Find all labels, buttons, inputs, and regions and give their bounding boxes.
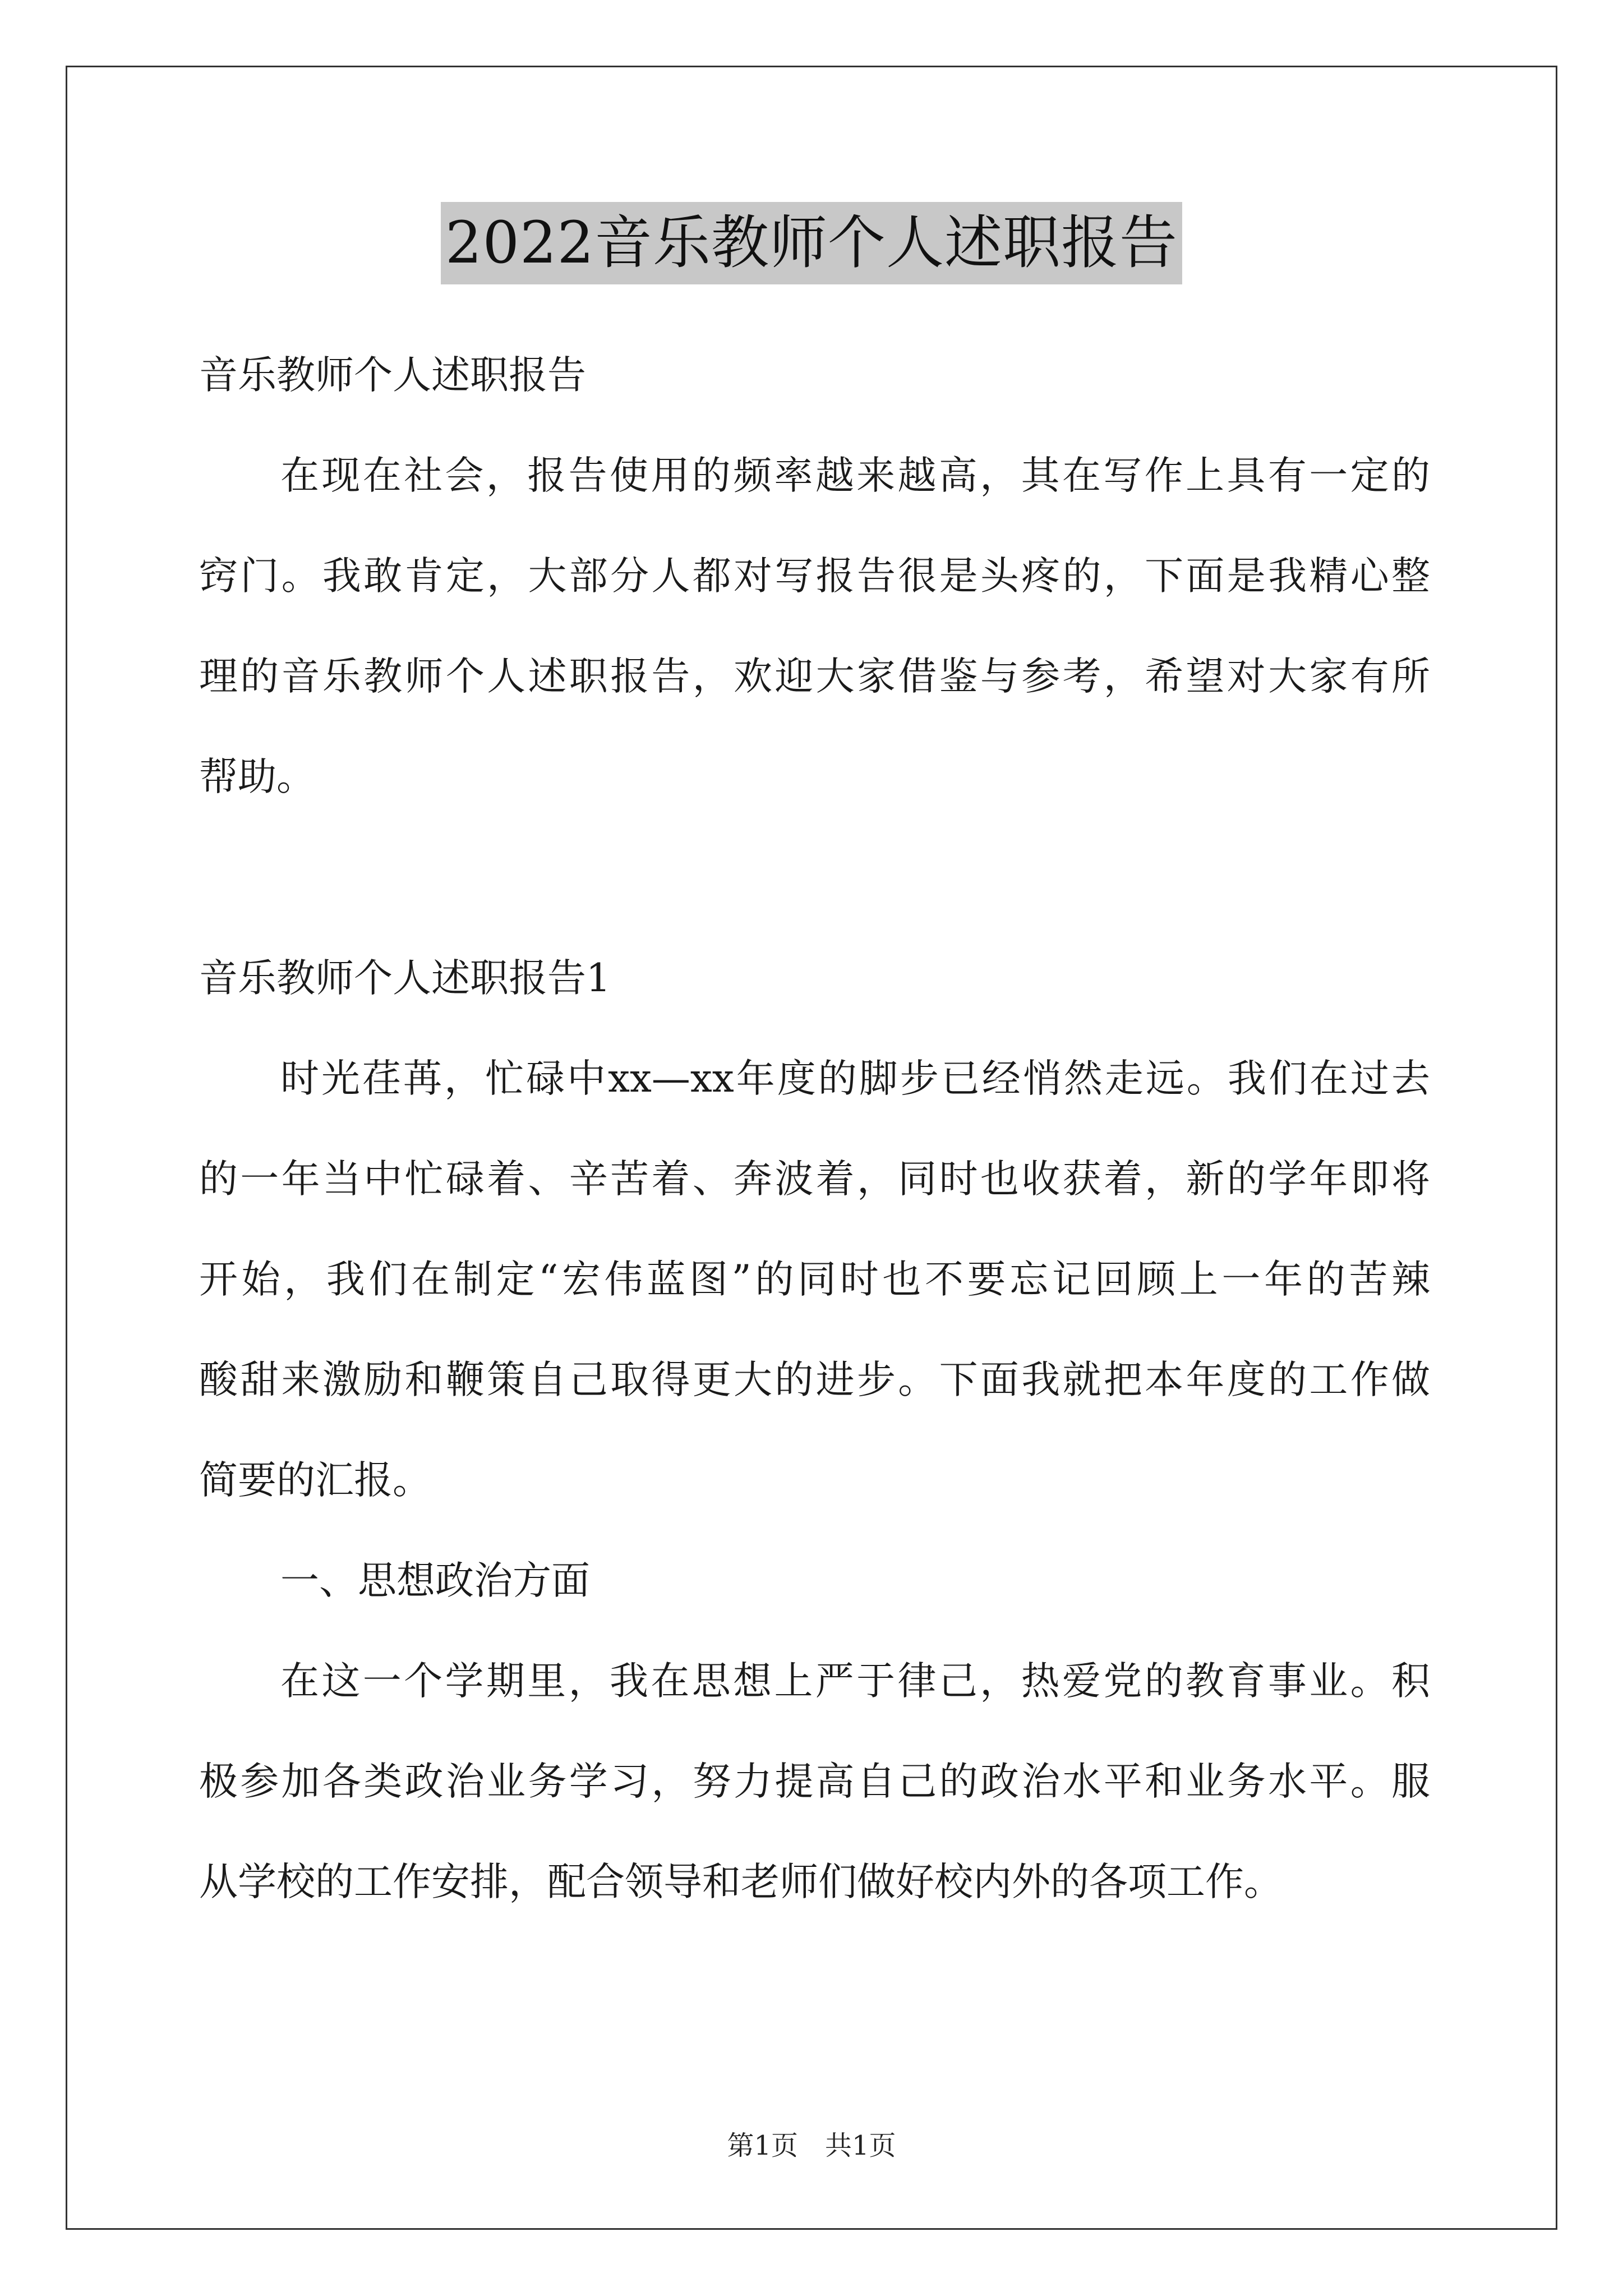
paragraph-line: 在现在社会，报告使用的频率越来越高，其在写作上具有一定的	[280, 453, 1430, 498]
subheading-ideology: 一、思想政治方面	[280, 1558, 590, 1603]
paragraph-line: 简要的汇报。	[199, 1458, 431, 1503]
line-gap	[199, 1204, 1430, 1255]
spacer	[199, 401, 1430, 451]
paragraph-line: 在这一个学期里，我在思想上严于律己，热爱党的教育事业。积	[280, 1659, 1430, 1704]
line-gap	[199, 702, 1430, 752]
line-gap	[199, 601, 1430, 652]
intro-heading: 音乐教师个人述职报告	[199, 353, 586, 398]
section1-heading: 音乐教师个人述职报告1	[199, 956, 611, 1001]
spacer	[199, 1606, 1430, 1657]
paragraph-line: 时光荏苒，忙碌中xx—xx年度的脚步已经悄然走远。我们在过去	[280, 1056, 1430, 1101]
line-gap	[199, 1405, 1430, 1456]
spacer	[199, 1004, 1430, 1054]
paragraph-line: 开始，我们在制定“宏伟蓝图”的同时也不要忘记回顾上一年的苦辣	[199, 1257, 1430, 1302]
document-body	[199, 351, 1430, 1907]
paragraph-line: 酸甜来激励和鞭策自己取得更大的进步。下面我就把本年度的工作做	[199, 1358, 1430, 1402]
paragraph-line: 窍门。我敢肯定，大部分人都对写报告很是头疼的，下面是我精心整	[199, 554, 1430, 599]
page-footer: 第1页 共1页	[727, 2130, 896, 2161]
subsection1-paragraph	[199, 1657, 1430, 1907]
line-gap	[199, 1807, 1430, 1857]
line-gap	[199, 1305, 1430, 1355]
document-title: 2022音乐教师个人述职报告	[441, 202, 1182, 284]
line-gap	[199, 1104, 1430, 1154]
line-gap	[199, 501, 1430, 551]
spacer	[199, 1506, 1430, 1556]
paragraph-line: 理的音乐教师个人述职报告，欢迎大家借鉴与参考，希望对大家有所	[199, 654, 1430, 699]
title-container	[0, 202, 1623, 284]
paragraph-line: 从学校的工作安排，配合领导和老师们做好校内外的各项工作。	[199, 1860, 1283, 1904]
intro-paragraph	[199, 451, 1430, 802]
paragraph-line: 的一年当中忙碌着、辛苦着、奔波着，同时也收获着，新的学年即将	[199, 1157, 1430, 1202]
paragraph-line: 帮助。	[199, 754, 315, 799]
paragraph-line: 极参加各类政治业务学习，努力提高自己的政治水平和业务水平。服	[199, 1759, 1430, 1804]
spacer	[199, 802, 1430, 954]
section1-paragraph	[199, 1054, 1430, 1506]
line-gap	[199, 1706, 1430, 1757]
